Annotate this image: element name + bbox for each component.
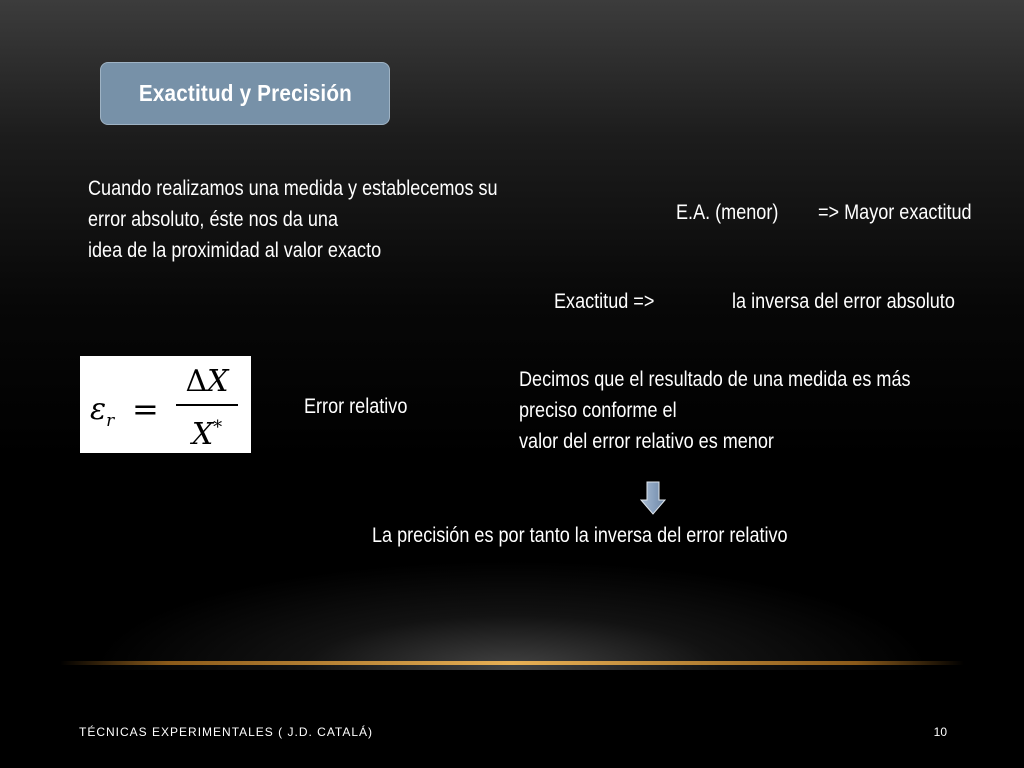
fraction-bar: [176, 404, 238, 406]
precision-line: preciso conforme el: [519, 399, 677, 422]
intro-paragraph: [88, 173, 498, 266]
precision-line: Decimos que el resultado de una medida es más: [519, 368, 911, 391]
formula-numerator-var: X: [207, 364, 229, 399]
exactitud-label: Exactitud =>: [554, 290, 655, 313]
formula-subscript: r: [106, 411, 115, 431]
background-glow: [90, 560, 934, 670]
intro-line: error absoluto, éste nos da una: [88, 208, 339, 231]
page-number: 10: [933, 725, 947, 739]
intro-line: Cuando realizamos una medida y establecemos su: [88, 177, 498, 200]
relative-error-formula: [80, 356, 251, 453]
formula-superscript: *: [213, 417, 223, 438]
formula-equals: =: [132, 390, 159, 428]
formula-lhs: [90, 392, 114, 431]
ea-label: E.A. (menor): [676, 201, 779, 224]
precision-line: valor del error relativo es menor: [519, 430, 774, 453]
formula-denominator: [176, 408, 238, 452]
title-box: [100, 62, 390, 125]
down-arrow-icon: [640, 481, 666, 515]
precision-paragraph: [519, 364, 911, 457]
error-relativo-label: Error relativo: [304, 395, 408, 418]
footer-title: TÉCNICAS EXPERIMENTALES ( J.D. CATALÁ): [79, 725, 374, 739]
formula-fraction: [176, 362, 238, 452]
slide-title: Exactitud y Precisión: [138, 80, 352, 106]
ea-result: => Mayor exactitud: [818, 201, 972, 224]
formula-denominator-var: X: [191, 417, 214, 452]
formula-numerator: [176, 362, 238, 402]
formula-delta: Δ: [185, 364, 208, 399]
conclusion-text: La precisión es por tanto la inversa del error relativo: [372, 524, 788, 547]
formula-epsilon: ε: [90, 392, 107, 427]
intro-line: idea de la proximidad al valor exacto: [88, 239, 382, 262]
exactitud-definition: la inversa del error absoluto: [732, 290, 955, 313]
accent-line: [60, 661, 964, 665]
